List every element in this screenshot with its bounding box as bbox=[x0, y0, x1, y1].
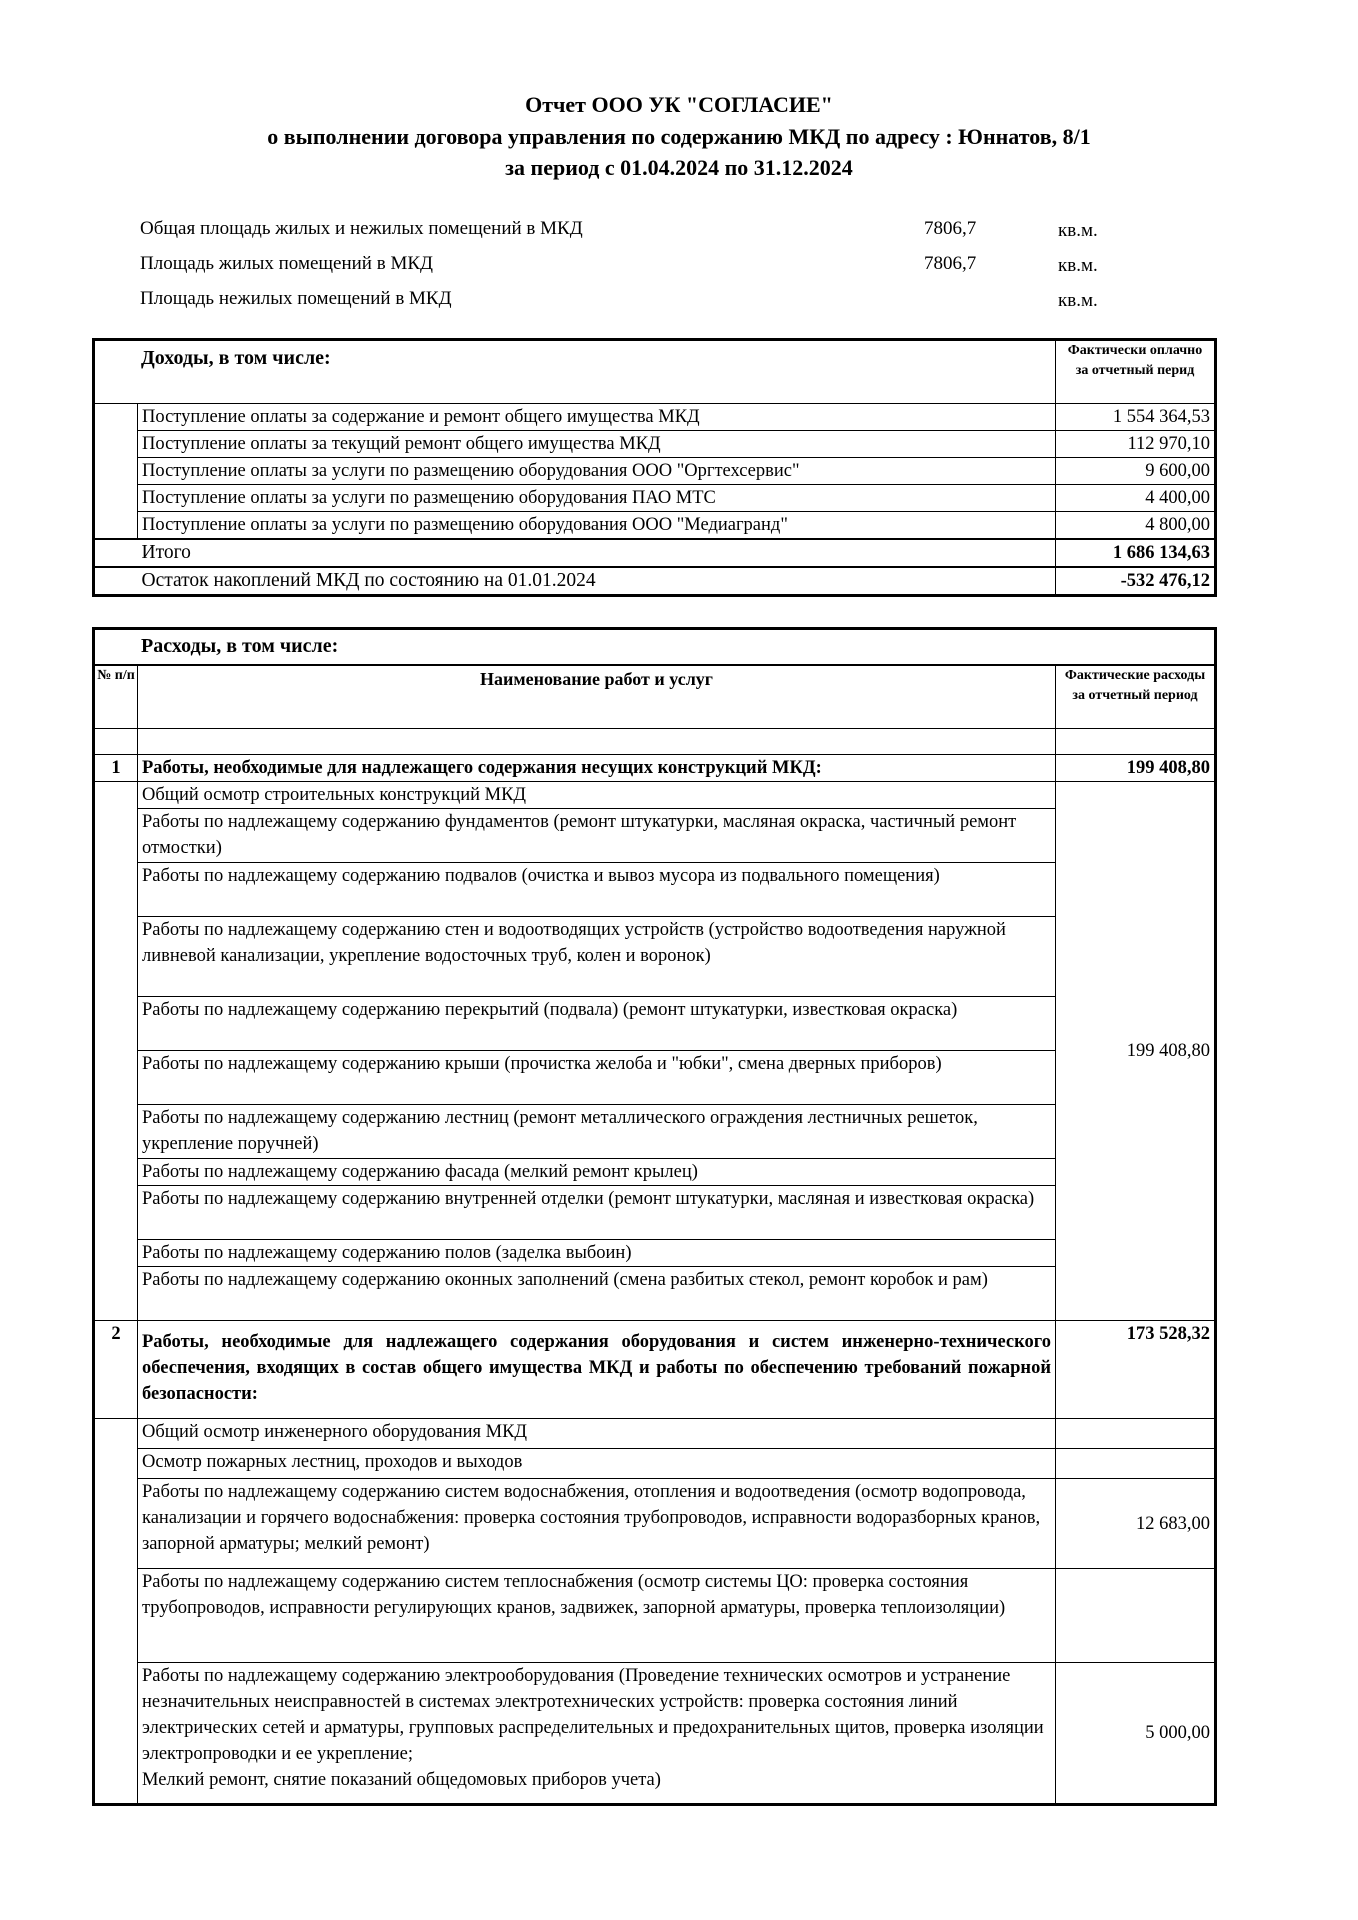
section1-item: Работы по надлежащему содержанию фасада (мелкий ремонт крылец) bbox=[138, 1159, 1056, 1186]
income-col-header: Фактически оплачно за отчетный перид bbox=[1056, 340, 1216, 404]
table-row bbox=[94, 863, 1216, 917]
table-row bbox=[94, 917, 1216, 997]
section2-item: Работы по надлежащему содержанию систем водоснабжения, отопления и водоотведения (осмотр водопровода, канализации и горячего водоснабжения: проверка состояния трубопроводов, исправности водоразборных кранов, запорной арматуры; мелкий ремонт) bbox=[138, 1479, 1056, 1569]
section1-title: Работы, необходимые для надлежащего содержания несущих конструкций МКД: bbox=[138, 755, 1056, 782]
report-title: Отчет ООО УК "СОГЛАСИЕ" bbox=[525, 92, 833, 117]
area-living-value: 7806,7 bbox=[924, 253, 977, 274]
section2-item: Осмотр пожарных лестниц, проходов и выходов bbox=[138, 1449, 1056, 1479]
table-row bbox=[94, 782, 1216, 809]
section2-item-value: 5 000,00 bbox=[1056, 1663, 1216, 1805]
income-value: 1 554 364,53 bbox=[1056, 404, 1216, 431]
section1-item: Работы по надлежащему содержанию оконных заполнений (смена разбитых стекол, ремонт коробок и рам) bbox=[138, 1267, 1056, 1321]
table-row bbox=[94, 997, 1216, 1051]
income-label: Поступление оплаты за текущий ремонт общего имущества МКД bbox=[138, 431, 1056, 458]
section1-items-value: 199 408,80 bbox=[1056, 782, 1216, 1321]
col-num-header: № п/п bbox=[94, 665, 138, 729]
area-nonliving-unit: кв.м. bbox=[1058, 290, 1098, 311]
section2-item: Работы по надлежащему содержанию электрооборудования (Проведение технических осмотров и устранение незначительных неисправностей в системах электротехнических устройств: проверка состояния линий электрических сетей и арматуры, групповых распределительных и предохранительных щитов, проверка изоляции электропроводки и ее укрепление; Мелкий ремонт, снятие показаний общедомовых приборов учета) bbox=[138, 1663, 1056, 1805]
income-total-label: Итого bbox=[138, 539, 1056, 567]
col-name-header: Наименование работ и услуг bbox=[138, 665, 1056, 729]
section1-item: Работы по надлежащему содержанию лестниц (ремонт металлического ограждения лестничных решеток, укрепление поручней) bbox=[138, 1105, 1056, 1159]
table-row bbox=[94, 512, 1216, 540]
section1-row bbox=[94, 755, 1216, 782]
table-row bbox=[94, 809, 1216, 863]
income-label: Поступление оплаты за содержание и ремонт общего имущества МКД bbox=[138, 404, 1056, 431]
section2-item-value bbox=[1056, 1569, 1216, 1663]
table-row bbox=[94, 729, 1216, 755]
section1-value: 199 408,80 bbox=[1056, 755, 1216, 782]
table-row bbox=[94, 1051, 1216, 1105]
table-row bbox=[94, 1419, 1216, 1449]
section2-item-value bbox=[1056, 1449, 1216, 1479]
income-total-value: 1 686 134,63 bbox=[1056, 539, 1216, 567]
table-row bbox=[94, 1267, 1216, 1321]
income-total-row bbox=[94, 539, 1216, 567]
table-row bbox=[94, 1159, 1216, 1186]
section1-item: Общий осмотр строительных конструкций МКД bbox=[138, 782, 1056, 809]
expenses-col-header-row bbox=[94, 665, 1216, 729]
income-header: Доходы, в том числе: bbox=[141, 347, 331, 369]
area-living-unit: кв.м. bbox=[1058, 255, 1098, 276]
income-label: Поступление оплаты за услуги по размещению оборудования ООО "Оргтехсервис" bbox=[138, 458, 1056, 485]
table-row bbox=[94, 431, 1216, 458]
table-row bbox=[94, 1105, 1216, 1159]
table-row bbox=[94, 1449, 1216, 1479]
area-total-label: Общая площадь жилых и нежилых помещений в МКД bbox=[140, 218, 583, 239]
section2-num: 2 bbox=[94, 1321, 138, 1419]
area-living-label: Площадь жилых помещений в МКД bbox=[140, 253, 433, 274]
income-label: Поступление оплаты за услуги по размещению оборудования ПАО МТС bbox=[138, 485, 1056, 512]
table-row bbox=[94, 458, 1216, 485]
table-row bbox=[94, 404, 1216, 431]
income-table bbox=[92, 338, 1217, 597]
section2-item: Общий осмотр инженерного оборудования МКД bbox=[138, 1419, 1056, 1449]
expenses-header-row bbox=[94, 629, 1216, 665]
section1-item: Работы по надлежащему содержанию крыши (прочистка желоба и "юбки", смена дверных приборов) bbox=[138, 1051, 1056, 1105]
report-subtitle: о выполнении договора управления по содержанию МКД по адресу : Юннатов, 8/1 bbox=[267, 124, 1091, 149]
income-balance-label: Остаток накоплений МКД по состоянию на 01.01.2024 bbox=[138, 567, 1056, 596]
section1-item: Работы по надлежащему содержанию фундаментов (ремонт штукатурки, масляная окраска, частичный ремонт отмостки) bbox=[138, 809, 1056, 863]
table-row bbox=[94, 485, 1216, 512]
table-row bbox=[94, 1240, 1216, 1267]
section2-row bbox=[94, 1321, 1216, 1419]
table-row bbox=[94, 1479, 1216, 1569]
income-balance-value: -532 476,12 bbox=[1056, 567, 1216, 596]
area-total-value: 7806,7 bbox=[924, 218, 977, 239]
section2-item-value: 12 683,00 bbox=[1056, 1479, 1216, 1569]
section1-item: Работы по надлежащему содержанию подвалов (очистка и вывоз мусора из подвального помещения) bbox=[138, 863, 1056, 917]
expenses-table bbox=[92, 627, 1217, 1806]
section2-item-value bbox=[1056, 1419, 1216, 1449]
section1-item: Работы по надлежащему содержанию перекрытий (подвала) (ремонт штукатурки, известковая окраска) bbox=[138, 997, 1056, 1051]
expenses-header: Расходы, в том числе: bbox=[141, 635, 339, 657]
income-value: 4 800,00 bbox=[1056, 512, 1216, 540]
report-period: за период с 01.04.2024 по 31.12.2024 bbox=[505, 155, 853, 180]
section1-item: Работы по надлежащему содержанию внутренней отделки (ремонт штукатурки, масляная и известковая окраска) bbox=[138, 1186, 1056, 1240]
table-row bbox=[94, 1663, 1216, 1805]
income-value: 9 600,00 bbox=[1056, 458, 1216, 485]
section1-item: Работы по надлежащему содержанию стен и водоотводящих устройств (устройство водоотведения наружной ливневой канализации, укрепление водосточных труб, колен и воронок) bbox=[138, 917, 1056, 997]
income-value: 4 400,00 bbox=[1056, 485, 1216, 512]
section2-value: 173 528,32 bbox=[1056, 1321, 1216, 1419]
col-value-header: Фактические расходы за отчетный период bbox=[1056, 665, 1216, 729]
section1-num: 1 bbox=[94, 755, 138, 782]
section1-item: Работы по надлежащему содержанию полов (заделка выбоин) bbox=[138, 1240, 1056, 1267]
income-value: 112 970,10 bbox=[1056, 431, 1216, 458]
income-balance-row bbox=[94, 567, 1216, 596]
area-nonliving-label: Площадь нежилых помещений в МКД bbox=[140, 288, 452, 309]
area-total-unit: кв.м. bbox=[1058, 220, 1098, 241]
income-header-row bbox=[94, 340, 1216, 404]
table-row bbox=[94, 1569, 1216, 1663]
table-row bbox=[94, 1186, 1216, 1240]
income-label: Поступление оплаты за услуги по размещению оборудования ООО "Медиагранд" bbox=[138, 512, 1056, 540]
section2-item: Работы по надлежащему содержанию систем теплоснабжения (осмотр системы ЦО: проверка состояния трубопроводов, исправности регулирующих кранов, задвижек, запорной арматуры, проверка теплоизоляции) bbox=[138, 1569, 1056, 1663]
section2-title: Работы, необходимые для надлежащего содержания оборудования и систем инженерно-технического обеспечения, входящих в состав общего имущества МКД и работы по обеспечению требований пожарной безопасности: bbox=[138, 1321, 1056, 1419]
